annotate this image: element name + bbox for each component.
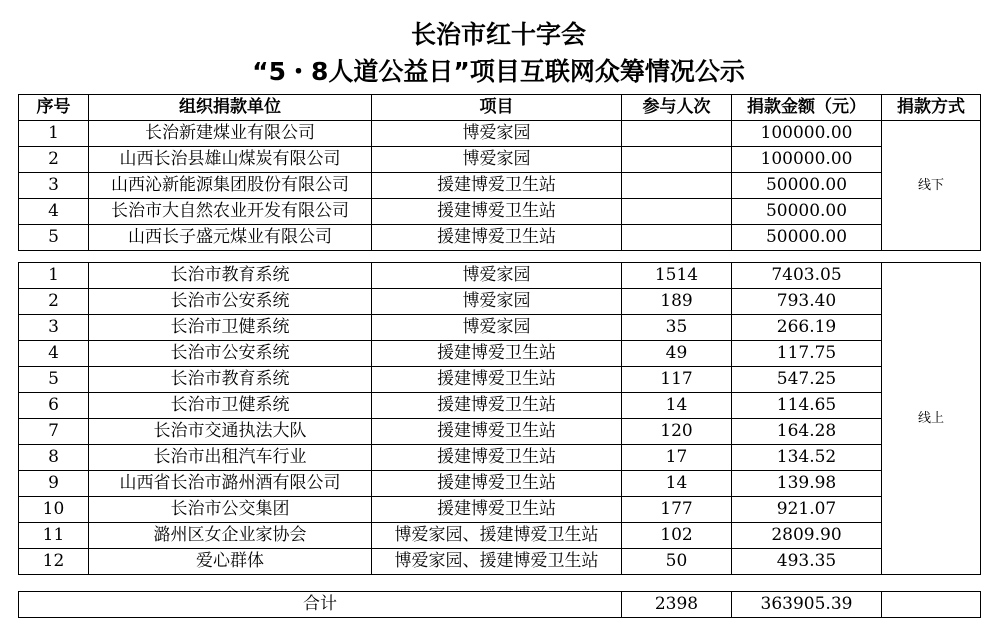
- row-participants: 14: [622, 393, 732, 419]
- row-amount: 139.98: [732, 471, 882, 497]
- row-amount: 547.25: [732, 367, 882, 393]
- header-no: 序号: [19, 95, 89, 121]
- row-participants: 14: [622, 471, 732, 497]
- row-amount: 100000.00: [732, 147, 882, 173]
- header-method: 捐款方式: [882, 95, 981, 121]
- row-org: 山西沁新能源集团股份有限公司: [89, 173, 372, 199]
- row-participants: 102: [622, 523, 732, 549]
- row-org: 山西省长治市潞州酒有限公司: [89, 471, 372, 497]
- row-project: 援建博爱卫生站: [372, 471, 622, 497]
- header-participants: 参与人次: [622, 95, 732, 121]
- header-org: 组织捐款单位: [89, 95, 372, 121]
- total-amount: 363905.39: [732, 592, 882, 618]
- table-row: [19, 523, 981, 549]
- row-amount: 50000.00: [732, 173, 882, 199]
- online-donations-table: [18, 262, 981, 575]
- row-participants: [622, 173, 732, 199]
- table-row: [19, 315, 981, 341]
- page-title: 长治市红十字会: [410, 20, 586, 49]
- row-project: 博爱家园: [372, 315, 622, 341]
- row-participants: 17: [622, 445, 732, 471]
- row-org: 长治市公交集团: [89, 497, 372, 523]
- row-amount: 793.40: [732, 289, 882, 315]
- row-no: 1: [19, 121, 89, 147]
- row-amount: 7403.05: [732, 263, 882, 289]
- row-amount: 921.07: [732, 497, 882, 523]
- header-amount: 捐款金额（元）: [732, 95, 882, 121]
- row-no: 2: [19, 147, 89, 173]
- table-header-row: [19, 95, 981, 121]
- row-no: 8: [19, 445, 89, 471]
- row-project: 援建博爱卫生站: [372, 419, 622, 445]
- row-project: 援建博爱卫生站: [372, 393, 622, 419]
- total-row: [19, 592, 981, 618]
- row-project: 援建博爱卫生站: [372, 341, 622, 367]
- row-org: 山西长子盛元煤业有限公司: [89, 225, 372, 251]
- table-row: [19, 121, 981, 147]
- table-row: [19, 199, 981, 225]
- row-participants: 177: [622, 497, 732, 523]
- row-no: 5: [19, 225, 89, 251]
- row-project: 博爱家园: [372, 147, 622, 173]
- row-project: 援建博爱卫生站: [372, 173, 622, 199]
- row-project: 援建博爱卫生站: [372, 445, 622, 471]
- table-row: [19, 367, 981, 393]
- row-project: 援建博爱卫生站: [372, 225, 622, 251]
- total-table: [18, 591, 981, 618]
- table-row: [19, 289, 981, 315]
- row-no: 4: [19, 341, 89, 367]
- row-project: 援建博爱卫生站: [372, 199, 622, 225]
- table-row: [19, 225, 981, 251]
- row-org: 山西长治县雄山煤炭有限公司: [89, 147, 372, 173]
- table-row: [19, 173, 981, 199]
- table-row: [19, 549, 981, 575]
- table-row: [19, 147, 981, 173]
- row-org: 长治市公安系统: [89, 289, 372, 315]
- table-row: [19, 445, 981, 471]
- row-participants: [622, 121, 732, 147]
- row-amount: 493.35: [732, 549, 882, 575]
- total-participants: 2398: [622, 592, 732, 618]
- row-org: 长治市交通执法大队: [89, 419, 372, 445]
- row-no: 7: [19, 419, 89, 445]
- row-project: 博爱家园: [372, 289, 622, 315]
- row-org: 长治市公安系统: [89, 341, 372, 367]
- row-no: 3: [19, 173, 89, 199]
- row-amount: 2809.90: [732, 523, 882, 549]
- row-org: 长治市大自然农业开发有限公司: [89, 199, 372, 225]
- row-org: 爱心群体: [89, 549, 372, 575]
- row-no: 12: [19, 549, 89, 575]
- row-participants: 117: [622, 367, 732, 393]
- row-participants: 35: [622, 315, 732, 341]
- row-participants: 189: [622, 289, 732, 315]
- row-participants: [622, 199, 732, 225]
- table-row: [19, 471, 981, 497]
- row-amount: 114.65: [732, 393, 882, 419]
- row-org: 长治市出租汽车行业: [89, 445, 372, 471]
- row-amount: 50000.00: [732, 225, 882, 251]
- row-amount: 50000.00: [732, 199, 882, 225]
- total-label: 合计: [19, 592, 622, 618]
- row-project: 援建博爱卫生站: [372, 497, 622, 523]
- row-amount: 164.28: [732, 419, 882, 445]
- row-org: 长治市教育系统: [89, 263, 372, 289]
- row-participants: 1514: [622, 263, 732, 289]
- row-project: 援建博爱卫生站: [372, 367, 622, 393]
- row-no: 1: [19, 263, 89, 289]
- row-amount: 266.19: [732, 315, 882, 341]
- row-participants: 50: [622, 549, 732, 575]
- row-no: 4: [19, 199, 89, 225]
- donation-method-cell: 线下: [882, 121, 981, 251]
- row-no: 6: [19, 393, 89, 419]
- table-row: [19, 497, 981, 523]
- page-subtitle: “5・8人道公益日”项目互联网众筹情况公示: [252, 57, 745, 86]
- donation-method-cell: 线上: [882, 263, 981, 575]
- row-no: 3: [19, 315, 89, 341]
- table-row: [19, 419, 981, 445]
- row-no: 5: [19, 367, 89, 393]
- total-empty-cell: [882, 592, 981, 618]
- table-row: [19, 393, 981, 419]
- row-participants: [622, 225, 732, 251]
- row-project: 博爱家园: [372, 263, 622, 289]
- row-project: 博爱家园、援建博爱卫生站: [372, 549, 622, 575]
- offline-donations-table: [18, 94, 981, 251]
- row-org: 长治新建煤业有限公司: [89, 121, 372, 147]
- row-org: 长治市卫健系统: [89, 315, 372, 341]
- row-amount: 100000.00: [732, 121, 882, 147]
- row-amount: 134.52: [732, 445, 882, 471]
- row-no: 2: [19, 289, 89, 315]
- table-row: [19, 263, 981, 289]
- row-org: 长治市教育系统: [89, 367, 372, 393]
- row-project: 博爱家园、援建博爱卫生站: [372, 523, 622, 549]
- table-row: [19, 341, 981, 367]
- row-project: 博爱家园: [372, 121, 622, 147]
- row-no: 11: [19, 523, 89, 549]
- row-no: 10: [19, 497, 89, 523]
- row-org: 潞州区女企业家协会: [89, 523, 372, 549]
- row-org: 长治市卫健系统: [89, 393, 372, 419]
- header-project: 项目: [372, 95, 622, 121]
- row-participants: [622, 147, 732, 173]
- row-no: 9: [19, 471, 89, 497]
- row-amount: 117.75: [732, 341, 882, 367]
- row-participants: 120: [622, 419, 732, 445]
- row-participants: 49: [622, 341, 732, 367]
